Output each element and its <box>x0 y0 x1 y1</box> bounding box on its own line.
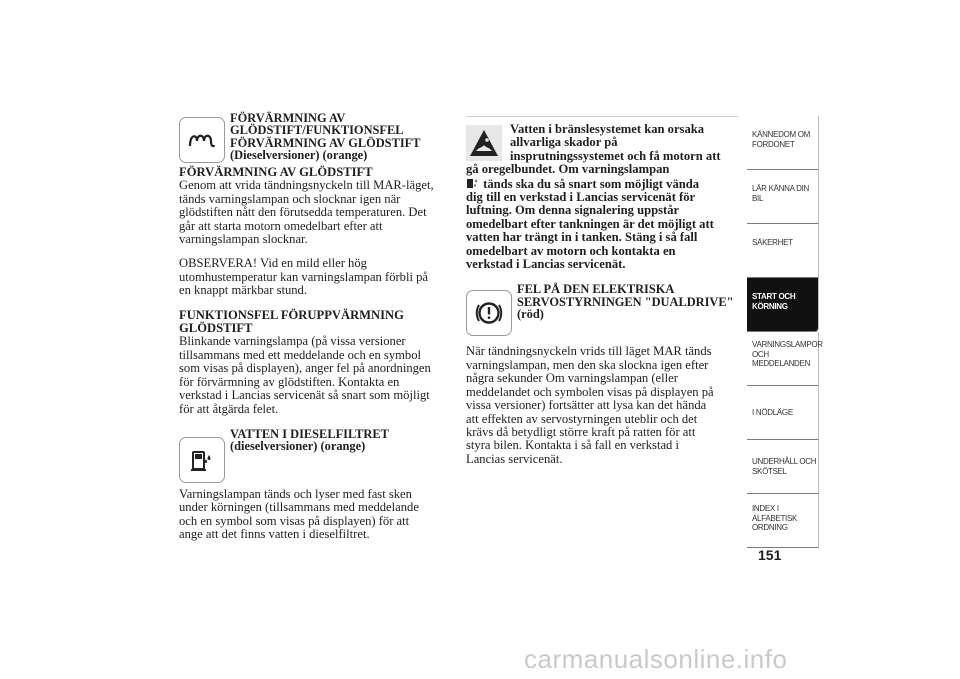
text-line: vatten har trängt in i tanken. Stäng i så fall <box>466 230 698 245</box>
tab-label: SKÖTSEL <box>752 466 787 476</box>
text-line: Genom att vrida tändningsnyckeln till MAR-läget, <box>179 178 434 193</box>
heading-line: FÖRVÄRMNING AV <box>230 111 346 125</box>
page-number: 151 <box>758 547 782 563</box>
text-line: verkstad i Lancias servicenät. <box>466 257 626 272</box>
text-line: insprutningssystemet och få motorn att <box>510 148 721 163</box>
tab-label: KÄNNEDOM OM <box>752 130 811 139</box>
water-filter-heading <box>230 428 389 453</box>
heading-line: SERVOSTYRNINGEN "DUALDRIVE" <box>517 294 734 309</box>
water-in-fuel-icon <box>179 437 225 483</box>
heading-line: (röd) <box>517 307 544 322</box>
heading-line: VATTEN I DIESELFILTRET <box>230 426 389 441</box>
tab-label: BIL <box>752 193 764 203</box>
tab-label: INDEX I <box>752 504 779 513</box>
tab-sakerhet[interactable] <box>747 224 819 278</box>
text-line: varningslampan, men den ska slockna igen efter <box>466 357 709 372</box>
fault-body <box>179 335 449 415</box>
tab-label: MEDDELANDEN <box>752 359 811 368</box>
tab-label: OCH <box>752 349 769 359</box>
heading-line: FEL PÅ DEN ELEKTRISKA <box>517 282 675 297</box>
text-line: Vatten i bränslesystemet kan orsaka <box>510 122 705 136</box>
text-line: och en symbol som visas på displayen) för att <box>179 513 410 528</box>
glow-plug-heading <box>230 112 421 162</box>
text-line: tänds varningslampan och slocknar igen när <box>179 191 401 206</box>
tab-kannedom-om-fordonet[interactable] <box>747 116 819 170</box>
text-line: dig till en verkstad i Lancias servicenät för <box>466 190 696 205</box>
text-line: GLÖDSTIFT <box>179 321 253 336</box>
fault-title <box>179 309 449 336</box>
preheat-body <box>179 179 449 246</box>
heading-line: FÖRVÄRMNING AV GLÖDSTIFT <box>230 135 421 150</box>
tab-label: FORDONET <box>752 139 795 149</box>
text-line: ange att det finns vatten i dieselfiltret. <box>179 527 370 542</box>
glow-plug-icon <box>179 117 225 163</box>
tab-label: LÄR KÄNNA DIN <box>752 184 810 193</box>
tab-i-nodlage[interactable] <box>747 386 819 440</box>
left-column <box>179 112 449 542</box>
note-body <box>179 257 449 297</box>
text-line: att effekten av servostyrningen uteblir och det <box>466 411 698 426</box>
water-in-fuel-inline-icon <box>466 177 480 189</box>
tab-label: SÄKERHET <box>752 238 793 247</box>
text-line: Lancias servicenät. <box>466 451 563 466</box>
heading-line: GLÖDSTIFT/FUNKTIONSFEL <box>230 123 404 138</box>
tab-label: I NÖDLÄGE <box>752 408 793 417</box>
text-line: meddelandet och symbolen visas på displayen på <box>466 384 714 399</box>
text-line: FUNKTIONSFEL FÖRUPPVÄRMNING <box>179 307 404 322</box>
text-line: allvarliga skador på <box>510 135 618 150</box>
preheat-title: FÖRVÄRMNING AV GLÖDSTIFT <box>179 165 373 179</box>
text-line: några sekunder Om varningslampan (eller <box>466 371 678 386</box>
water-filter-body <box>179 488 449 542</box>
text-line: Blinkande varningslampa (på vissa versioner <box>179 334 406 349</box>
text-line: omedelbart efter tankningen är det möjligt att <box>466 216 714 231</box>
text-line: omedelbart av motorn och kontakta en <box>466 243 676 258</box>
steering-warning-icon <box>466 290 512 336</box>
text-line: för förvärmning av glödstiften. Kontakta en <box>179 374 400 389</box>
glow-plug-section-header <box>179 112 449 166</box>
tab-label: KÖRNING <box>752 301 788 311</box>
tab-label: VARNINGSLAMPOR <box>752 340 823 349</box>
tab-label: ALFABETISK <box>752 513 798 523</box>
text-line: under körningen (tillsammans med meddelande <box>179 500 419 515</box>
tab-varningslampor-och-meddelanden[interactable] <box>747 332 823 386</box>
steering-body <box>466 345 738 466</box>
text-line: en knappt märkbar stund. <box>179 283 308 298</box>
steering-heading <box>517 283 734 320</box>
text-span: tänds ska du så snart som möjligt vända <box>483 176 700 191</box>
tab-index-i-alfabetisk-ordning[interactable] <box>747 494 819 548</box>
water-filter-section-header <box>179 428 449 488</box>
tab-label: UNDERHÅLL OCH <box>752 457 817 466</box>
text-line: glödstiften nått den förutsedda temperaturen. Det <box>179 205 427 220</box>
text-line: för att åtgärda felet. <box>179 401 279 416</box>
text-line: vissa versioner) fortsätter att lysa kan det hända <box>466 398 707 413</box>
text-line: utomhustemperatur kan varningslampan förbli på <box>179 269 429 284</box>
text-line: går att starta motorn omedelbart efter att <box>179 218 383 233</box>
text-line: styra bilen. Kontakta i så fall en verkstad i <box>466 438 679 453</box>
steering-section-header <box>466 283 738 345</box>
tab-label: START OCH <box>752 292 796 301</box>
text-line: Varningslampan tänds och lyser med fast sken <box>179 486 412 501</box>
text-line: varningslampan slocknar. <box>179 232 308 247</box>
text-line: luftning. Om denna signalering uppstår <box>466 203 680 218</box>
watermark: carmanualsonline.info <box>524 644 788 674</box>
warning-triangle-icon <box>466 125 502 161</box>
heading-line: (dieselversioner) (orange) <box>230 439 366 454</box>
text-line: krävs då betydligt större kraft på ratten för att <box>466 424 696 439</box>
tab-underhall-och-skotsel[interactable] <box>747 440 819 494</box>
tab-start-och-korning[interactable] <box>747 278 819 332</box>
warning-box <box>466 116 738 271</box>
text-line: OBSERVERA! Vid en mild eller hög <box>179 256 367 271</box>
text-line: När tändningsnyckeln vrids till läget MAR tänds <box>466 344 712 359</box>
heading-line: (Dieselversioner) (orange) <box>230 148 368 163</box>
text-line: som visas på displayen), anger fel på anordningen <box>179 361 431 376</box>
right-column <box>466 116 738 466</box>
tab-lar-kanna-din-bil[interactable] <box>747 170 819 224</box>
text-line: tillsammans med ett meddelande och en symbol <box>179 347 422 362</box>
text-line: gå oregelbundet. Om varningslampan <box>466 162 670 177</box>
chapter-sidebar <box>747 116 823 548</box>
tab-label: ORDNING <box>752 523 788 532</box>
text-line: verkstad i Lancias servicenät så snart som möjligt <box>179 388 430 403</box>
text-line-with-icon <box>466 177 738 191</box>
